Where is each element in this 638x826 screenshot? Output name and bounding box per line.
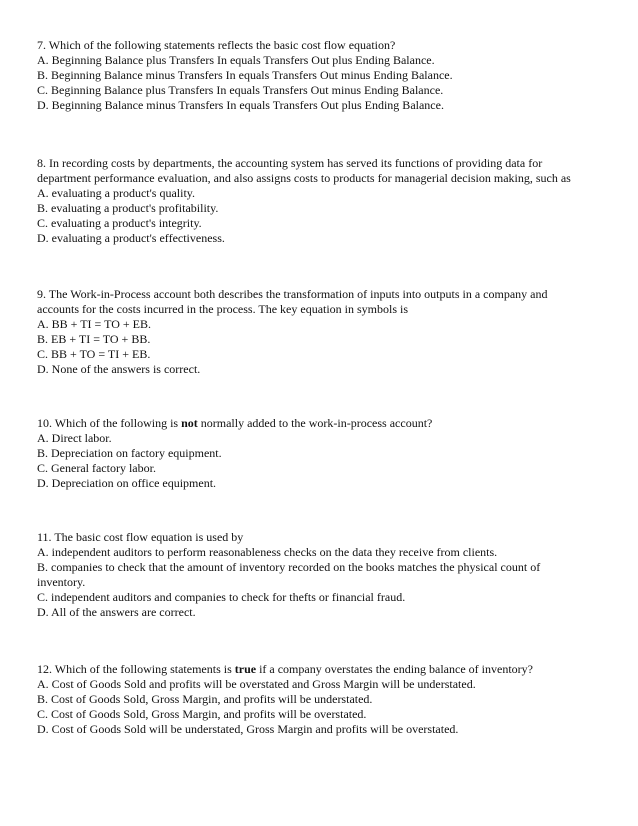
answer-option-a: A. Direct labor. (37, 431, 112, 445)
question-7 (37, 38, 607, 113)
answer-option-c: C. BB + TO = TI + EB. (37, 347, 151, 361)
question-8 (37, 156, 607, 246)
answer-option-d: D. Depreciation on office equipment. (37, 476, 217, 490)
answer-option-d: D. Cost of Goods Sold will be understated, Gross Margin and profits will be overstated. (37, 722, 459, 736)
question-stem-end: if a company overstates the ending balance of inventory? (256, 662, 533, 676)
question-stem (37, 416, 607, 431)
answer-option-d: D. evaluating a product's effectiveness. (37, 231, 225, 245)
answer-option-d: D. Beginning Balance minus Transfers In equals Transfers Out plus Ending Balance. (37, 98, 444, 112)
emphasis-word: true (234, 662, 257, 676)
answer-option-c: C. Cost of Goods Sold, Gross Margin, and profits will be overstated. (37, 707, 367, 721)
question-stem (37, 662, 607, 677)
question-stem-end: normally added to the work-in-process account? (197, 416, 433, 430)
question-12 (37, 662, 607, 737)
answer-option-a: A. BB + TI = TO + EB. (37, 317, 151, 331)
answer-option-c: C. evaluating a product's integrity. (37, 216, 202, 230)
answer-option-b: B. Cost of Goods Sold, Gross Margin, and profits will be understated. (37, 692, 373, 706)
answer-option-c: C. independent auditors and companies to check for thefts or financial fraud. (37, 590, 406, 604)
answer-option-a: A. independent auditors to perform reasonableness checks on the data they receive from clients. (37, 545, 498, 559)
answer-option-a: A. evaluating a product's quality. (37, 186, 196, 200)
question-stem: 8. In recording costs by departments, the accounting system has served its functions of providing data for (37, 156, 543, 170)
answer-option-b: B. evaluating a product's profitability. (37, 201, 219, 215)
question-10 (37, 416, 607, 491)
answer-option-b-continued: inventory. (37, 575, 86, 589)
question-stem-start: 10. Which of the following is (37, 416, 182, 430)
question-stem-start: 12. Which of the following statements is (37, 662, 235, 676)
question-stem: 7. Which of the following statements reflects the basic cost flow equation? (37, 38, 396, 52)
question-stem: 9. The Work-in-Process account both describes the transformation of inputs into outputs in a company and (37, 287, 548, 301)
question-stem-continued: department performance evaluation, and also assigns costs to products for managerial decision making, such as (37, 171, 571, 185)
question-9 (37, 287, 607, 377)
answer-option-d: D. All of the answers are correct. (37, 605, 196, 619)
question-11 (37, 530, 607, 620)
answer-option-b: B. Beginning Balance minus Transfers In equals Transfers Out minus Ending Balance. (37, 68, 453, 82)
answer-option-d: D. None of the answers is correct. (37, 362, 201, 376)
question-stem-continued: accounts for the costs incurred in the process. The key equation in symbols is (37, 302, 409, 316)
answer-option-b: B. companies to check that the amount of inventory recorded on the books matches the physical count of (37, 560, 541, 574)
question-stem: 11. The basic cost flow equation is used by (37, 530, 244, 544)
answer-option-c: C. General factory labor. (37, 461, 156, 475)
emphasis-word: not (181, 416, 198, 430)
answer-option-b: B. EB + TI = TO + BB. (37, 332, 151, 346)
answer-option-b: B. Depreciation on factory equipment. (37, 446, 222, 460)
answer-option-c: C. Beginning Balance plus Transfers In equals Transfers Out minus Ending Balance. (37, 83, 444, 97)
answer-option-a: A. Beginning Balance plus Transfers In equals Transfers Out plus Ending Balance. (37, 53, 435, 67)
answer-option-a: A. Cost of Goods Sold and profits will be overstated and Gross Margin will be understated. (37, 677, 476, 691)
